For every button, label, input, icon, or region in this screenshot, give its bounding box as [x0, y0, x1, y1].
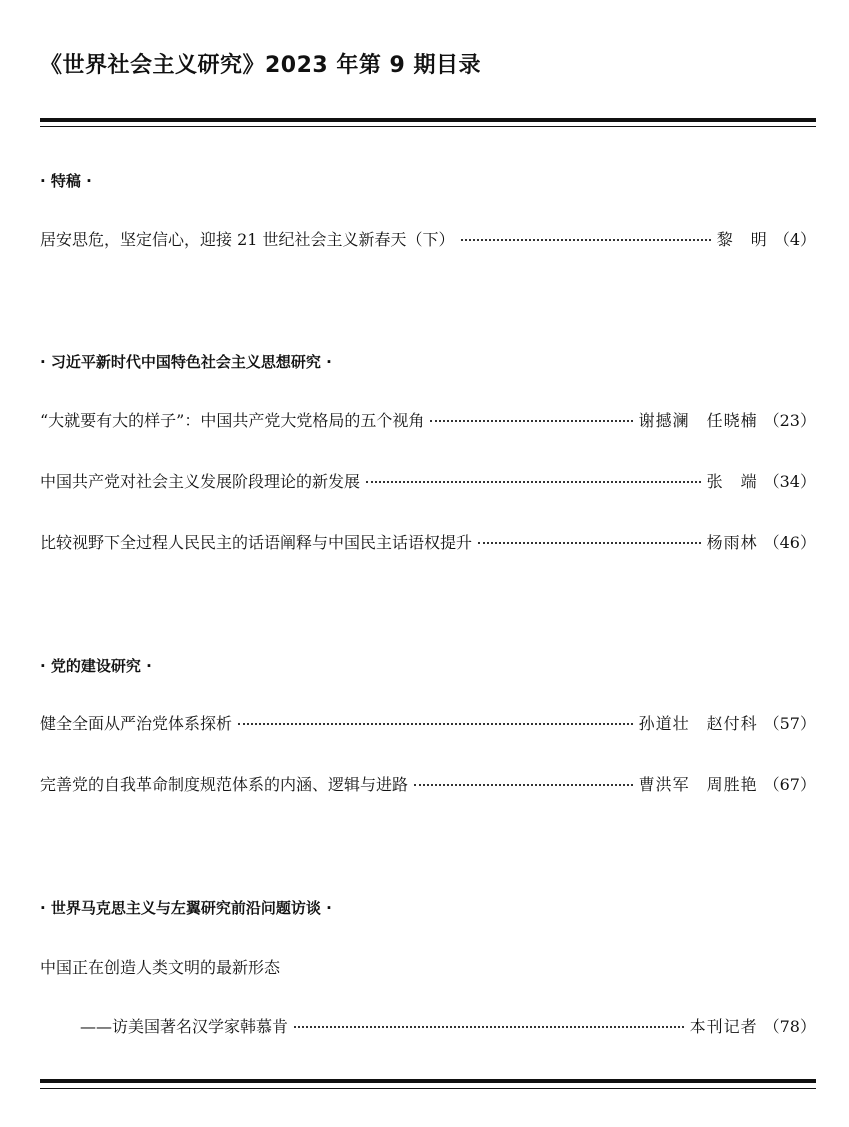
toc-entry[interactable]	[40, 469, 816, 497]
section-heading-special-feature: · 特稿 ·	[40, 172, 92, 190]
toc-entry[interactable]	[80, 1014, 816, 1042]
entry-author: 曹洪军 周胜艳	[638, 775, 758, 794]
entry-page: （78）	[763, 1017, 816, 1036]
dot-leader	[366, 481, 701, 483]
entry-title: 比较视野下全过程人民民主的话语阐释与中国民主话语权提升	[40, 533, 473, 552]
top-rule-thick	[40, 118, 816, 122]
page-title: 《世界社会主义研究》2023 年第 9 期目录	[40, 53, 482, 78]
entry-page: （67）	[763, 775, 816, 794]
entry-author: 本刊记者	[689, 1017, 758, 1036]
toc-entry[interactable]	[40, 227, 816, 255]
entry-page: （34）	[763, 472, 816, 491]
entry-author: 孙道壮 赵付科	[638, 714, 758, 733]
dot-leader	[478, 542, 701, 544]
entry-author: 谢撼澜 任晓楠	[638, 411, 758, 430]
bottom-rule-thick	[40, 1079, 816, 1083]
entry-page: （57）	[763, 714, 816, 733]
toc-entry[interactable]	[40, 711, 816, 739]
dot-leader	[414, 784, 633, 786]
toc-entry-title-line[interactable]: 中国正在创造人类文明的最新形态	[40, 958, 281, 977]
toc-entry[interactable]	[40, 530, 816, 558]
toc-entry[interactable]	[40, 408, 816, 436]
entry-title: 完善党的自我革命制度规范体系的内涵、逻辑与进路	[40, 775, 409, 794]
toc-entry[interactable]	[40, 772, 816, 800]
entry-page: （4）	[773, 230, 816, 249]
section-heading-party-building: · 党的建设研究 ·	[40, 657, 152, 675]
dot-leader	[294, 1026, 684, 1028]
section-heading-interview: · 世界马克思主义与左翼研究前沿问题访谈 ·	[40, 899, 332, 917]
entry-page: （23）	[763, 411, 816, 430]
entry-title: 中国共产党对社会主义发展阶段理论的新发展	[40, 472, 361, 491]
entry-title: 居安思危，坚定信心，迎接 21 世纪社会主义新春天（下）	[40, 230, 455, 249]
entry-subtitle: ——访美国著名汉学家韩慕肯	[80, 1017, 289, 1036]
bottom-rule-thin	[40, 1088, 816, 1089]
entry-title: 健全全面从严治党体系探析	[40, 714, 233, 733]
entry-title: “大就要有大的样子”：中国共产党大党格局的五个视角	[40, 411, 425, 430]
dot-leader	[430, 420, 632, 422]
entry-author: 杨雨林	[706, 533, 758, 552]
entry-author: 黎 明	[716, 230, 768, 249]
dot-leader	[238, 723, 633, 725]
top-rule-thin	[40, 126, 816, 127]
dot-leader	[461, 239, 711, 241]
entry-author: 张 端	[706, 472, 758, 491]
entry-page: （46）	[763, 533, 816, 552]
section-heading-xi-thought: · 习近平新时代中国特色社会主义思想研究 ·	[40, 353, 332, 371]
